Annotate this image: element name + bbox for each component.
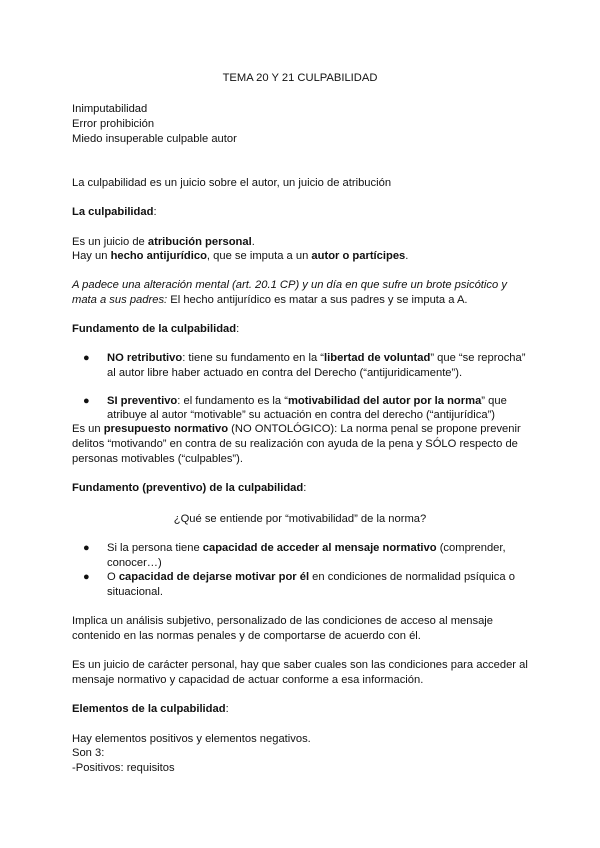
paragraph-line <box>72 249 408 263</box>
bullet-icon: ● <box>83 571 90 583</box>
bold-run: hecho antijurídico <box>110 250 207 262</box>
paragraph-line: delitos “motivando” en contra de su realización con ayuda de la pena y SÓLO respecto de <box>72 438 518 450</box>
bullet-icon: ● <box>83 542 90 554</box>
paragraph-line: mensaje normativo y capacidad de actuar conforme a esa información. <box>72 674 424 686</box>
bold-run: capacidad de dejarse motivar por él <box>118 571 310 583</box>
text-run: en condiciones de normalidad psíquica o <box>309 571 515 583</box>
text-run: Es un juicio de <box>72 236 148 248</box>
paragraph-line: Hay elementos positivos y elementos negativos. <box>72 733 311 745</box>
text-run: Es un <box>72 423 104 435</box>
paragraph-line: Es un juicio de carácter personal, hay que saber cuales son las condiciones para acceder al <box>72 659 528 671</box>
text-run: Si la persona tiene <box>107 542 203 554</box>
heading-text: Fundamento de la culpabilidad <box>72 323 237 335</box>
italic-run: mata a sus padres: <box>72 294 168 306</box>
section-heading-culpabilidad <box>72 205 157 219</box>
bullet-item <box>107 570 515 584</box>
bold-run: libertad de voluntad <box>324 352 431 364</box>
heading-text: La culpabilidad <box>72 206 154 218</box>
topic-item: Miedo insuperable culpable autor <box>72 133 237 145</box>
text-run: (NO ONTOLÓGICO): La norma penal se propone prevenir <box>228 423 521 435</box>
paragraph-line: Implica un análisis subjetivo, personalizado de las condiciones de acceso al mensaje <box>72 615 494 627</box>
paragraph-line <box>72 235 255 249</box>
bullet-item <box>107 394 507 408</box>
bullet-item-line: situacional. <box>107 586 163 598</box>
heading-colon: : <box>236 323 240 335</box>
bold-run: NO retributivo <box>107 352 183 364</box>
text-run: Hay un <box>72 250 111 262</box>
text-run: , que se imputa a un <box>206 250 312 262</box>
heading-colon: : <box>225 703 229 715</box>
heading-colon: : <box>153 206 157 218</box>
bullet-item-line: atribuye al autor “motivable” su actuación en contra del derecho (“antijurídica”) <box>107 409 496 421</box>
bullet-icon: ● <box>83 352 90 364</box>
intro-paragraph: La culpabilidad es un juicio sobre el autor, un juicio de atribución <box>72 177 392 189</box>
bold-run: SI preventivo <box>107 395 178 407</box>
text-run: . <box>251 236 255 248</box>
section-heading-elementos <box>72 702 229 716</box>
heading-text: Fundamento (preventivo) de la culpabilidad <box>72 482 304 494</box>
section-heading-fundamento <box>72 322 239 336</box>
text-run: : tiene su fundamento en la “ <box>182 352 325 364</box>
bullet-item <box>107 541 506 555</box>
bold-run: motivabilidad del autor por la norma <box>287 395 482 407</box>
section-heading-fundamento-preventivo <box>72 481 306 495</box>
bullet-item <box>107 351 525 365</box>
text-run: : el fundamento es la “ <box>177 395 288 407</box>
bold-run: capacidad de acceder al mensaje normativo <box>202 542 437 554</box>
bullet-item-line: conocer…) <box>107 557 162 569</box>
paragraph-line: contenido en las normas penales y de comportarse de acuerdo con él. <box>72 630 421 642</box>
paragraph-line: personas motivables (“culpables”). <box>72 453 243 465</box>
bold-run: autor o partícipes <box>311 250 406 262</box>
bullet-item-line: al autor libre haber actuado en contra del Derecho (“antijuridicamente”). <box>107 367 463 379</box>
example-line <box>72 293 468 307</box>
document-title: TEMA 20 Y 21 CULPABILIDAD <box>222 72 378 84</box>
question-line: ¿Qué se entiende por “motivabilidad” de la norma? <box>173 513 427 525</box>
text-run: El hecho antijurídico es matar a sus padres y se imputa a A. <box>167 294 468 306</box>
text-run: . <box>405 250 409 262</box>
bold-run: atribución personal <box>147 236 252 248</box>
bold-run: presupuesto normativo <box>103 423 229 435</box>
text-run: ” que “se reprocha” <box>430 352 526 364</box>
text-run: (comprender, <box>436 542 506 554</box>
heading-colon: : <box>303 482 307 494</box>
text-run: O <box>107 571 119 583</box>
topic-item: Inimputabilidad <box>72 103 148 115</box>
bullet-icon: ● <box>83 395 90 407</box>
paragraph-line: -Positivos: requisitos <box>72 762 175 774</box>
paragraph-line <box>72 422 521 436</box>
text-run: ” que <box>481 395 507 407</box>
paragraph-line: Son 3: <box>72 747 105 759</box>
topic-item: Error prohibición <box>72 118 155 130</box>
example-line: A padece una alteración mental (art. 20.1 CP) y un día en que sufre un brote psicótico y <box>72 279 507 291</box>
heading-text: Elementos de la culpabilidad <box>72 703 226 715</box>
